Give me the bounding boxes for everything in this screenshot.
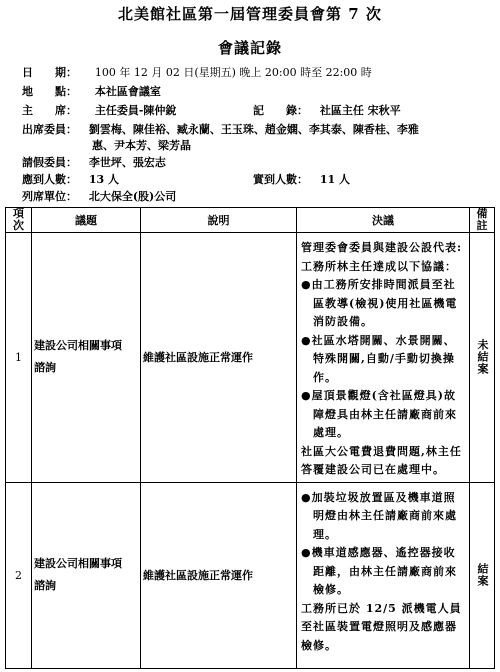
document-subtitle: 會議記錄 bbox=[217, 39, 282, 57]
observer-row bbox=[22, 190, 176, 204]
row-note-text: 未結案 bbox=[476, 339, 489, 376]
header-item-no bbox=[6, 208, 32, 233]
resolution-tail: 工務所已於 12/5 派機電人員至社區裝置電燈照明及感應器檢修。 bbox=[301, 601, 462, 652]
resolution-intro-1: 管理委會委員與建設公設代表: bbox=[301, 241, 463, 254]
leave-label: 請假委員： bbox=[22, 156, 77, 169]
resolution-bullet: ●社區水塔開關、水景開關、特殊開關,自動/手動切換操作。 bbox=[301, 333, 456, 384]
row-note-text: 結案 bbox=[476, 563, 489, 588]
attendees-label: 出席委員： bbox=[22, 123, 77, 136]
resolution-intro-2: 工務所林主任達成以下協議： bbox=[301, 259, 457, 273]
row-issue bbox=[32, 233, 141, 483]
row-note bbox=[470, 482, 495, 669]
recorder-label: 記 錄： bbox=[253, 104, 308, 117]
row-issue-line2: 諮詢 bbox=[34, 579, 56, 593]
table-row bbox=[6, 482, 495, 669]
attendees-line1: 劉雲梅、陳佳裕、臧永蘭、王玉珠、趙金嫻、李其泰、陳香桂、李雅 bbox=[88, 123, 419, 136]
chair-row bbox=[22, 104, 176, 118]
resolution-bullet: ●屋頂景觀燈(含社區燈具)故障燈具由林主任請廠商前來處理。 bbox=[301, 389, 457, 439]
date-value: 100 年 12 月 02 日(星期五) 晚上 20:00 時至 22:00 時 bbox=[94, 66, 372, 79]
resolution-bullet: ●加裝垃圾放置區及機車道照明燈由林主任請廠商前來處理。 bbox=[301, 490, 457, 541]
place-label: 地 點： bbox=[22, 85, 77, 98]
row-issue-line2: 諮詢 bbox=[34, 361, 56, 375]
place-value: 本社區會議室 bbox=[94, 85, 161, 98]
row-number: 2 bbox=[6, 482, 32, 669]
table-header-row bbox=[6, 208, 495, 233]
expected-row bbox=[22, 173, 119, 187]
chair-label: 主 席： bbox=[22, 104, 77, 117]
date-label: 日 期： bbox=[22, 66, 77, 79]
row-issue-line1: 建設公司相關事項 bbox=[34, 339, 122, 353]
header-note-char1: 備 bbox=[476, 207, 488, 220]
row-description: 維護社區設施正常運作 bbox=[141, 482, 297, 669]
header-description: 說明 bbox=[141, 208, 297, 233]
recorder-row bbox=[253, 104, 401, 118]
attendees-row bbox=[22, 123, 419, 137]
attendees-row-2 bbox=[92, 139, 191, 153]
header-note bbox=[470, 208, 495, 233]
row-note bbox=[470, 233, 495, 483]
header-note-char2: 註 bbox=[476, 219, 488, 232]
leave-row bbox=[22, 156, 166, 170]
row-description: 維護社區設施正常運作 bbox=[141, 233, 297, 483]
actual-value: 11 人 bbox=[319, 173, 350, 186]
row-resolution bbox=[297, 233, 470, 483]
row-number: 1 bbox=[6, 233, 32, 483]
header-item-no-char2: 次 bbox=[13, 219, 24, 232]
leave-value: 李世坪、張宏志 bbox=[88, 156, 166, 169]
resolution-bullet: ●機車道感應器、遙控器接收距離，由林主任請廠商前來檢修。 bbox=[301, 546, 457, 596]
date-row bbox=[22, 66, 372, 80]
recorder-value: 社區主任 宋秋平 bbox=[319, 104, 401, 117]
attendees-line2: 惠、尹本芳、梁芳晶 bbox=[92, 139, 191, 152]
header-item-no-char1: 項 bbox=[13, 207, 24, 220]
resolution-bullet: ●由工務所安排時間派員至社區教導(檢視)使用社區機電消防設備。 bbox=[301, 278, 458, 328]
observer-value: 北大保全(股)公司 bbox=[88, 190, 177, 203]
row-resolution bbox=[297, 482, 470, 669]
place-row bbox=[22, 85, 161, 99]
header-issue: 議題 bbox=[32, 208, 141, 233]
minutes-table bbox=[5, 207, 495, 669]
actual-label: 實到人數： bbox=[253, 173, 308, 186]
expected-label: 應到人數： bbox=[22, 173, 77, 186]
actual-row bbox=[253, 173, 350, 187]
row-issue bbox=[32, 482, 141, 669]
document-title: 北美館社區第一屆管理委員會第 7 次 bbox=[118, 5, 382, 23]
observer-label: 列席單位： bbox=[22, 190, 77, 203]
resolution-tail: 社區大公電費退費問題,林主任答覆建設公司已在處理中。 bbox=[301, 444, 462, 476]
chair-value: 主任委員-陳仲銳 bbox=[94, 104, 177, 117]
expected-value: 13 人 bbox=[88, 173, 119, 186]
row-issue-line1: 建設公司相關事項 bbox=[34, 557, 122, 571]
table-row bbox=[6, 233, 495, 483]
header-resolution: 決議 bbox=[297, 208, 470, 233]
